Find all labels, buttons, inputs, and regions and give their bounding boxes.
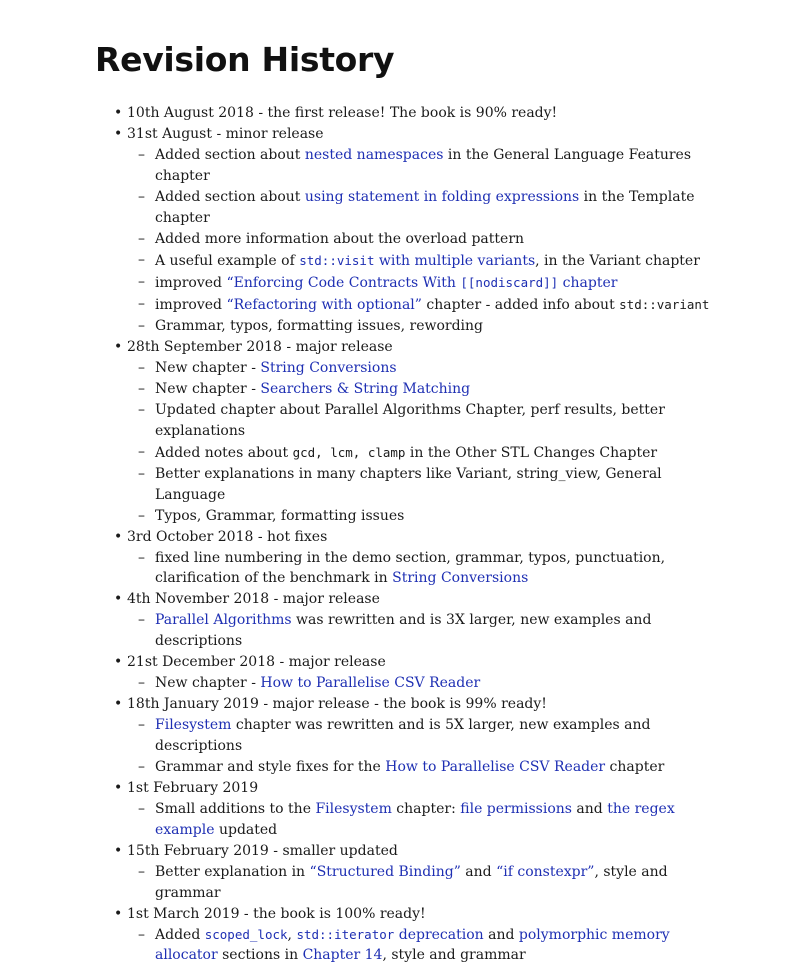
inline-code: gcd, lcm, clamp <box>292 445 406 460</box>
dash-icon: – <box>138 381 145 397</box>
text-segment: Grammar and style fixes for the <box>155 759 386 775</box>
text-segment: 15th February 2019 - smaller updated <box>127 843 398 859</box>
text-link[interactable]: Searchers & String Matching <box>260 381 471 397</box>
revision-change <box>127 506 710 527</box>
text-segment: in the General Language Features chapter <box>155 147 691 184</box>
dash-icon: – <box>138 231 145 247</box>
revision-change <box>127 250 710 272</box>
text-link[interactable]: “if constexpr” <box>496 864 595 880</box>
text-link[interactable]: deprecation <box>394 927 484 943</box>
dash-icon: – <box>138 274 145 290</box>
code-link[interactable]: scoped_lock <box>204 927 288 942</box>
text-segment: , style and grammar <box>382 947 526 963</box>
revision-change <box>127 757 710 778</box>
revision-change <box>127 715 710 757</box>
text-segment: Small additions to the <box>155 801 316 817</box>
text-segment: sections in <box>217 947 303 963</box>
bullet-icon: • <box>114 105 123 121</box>
dash-icon: – <box>138 189 145 205</box>
revision-sublist <box>127 673 710 694</box>
revision-change <box>127 862 710 904</box>
revision-entry <box>95 778 710 841</box>
text-link[interactable]: “Enforcing Code Contracts With <box>226 275 461 291</box>
dash-icon: – <box>138 318 145 334</box>
revision-entry <box>95 527 710 588</box>
dash-icon: – <box>138 864 145 880</box>
dash-icon: – <box>138 612 145 628</box>
text-link[interactable]: with multiple variants <box>374 253 536 269</box>
revision-entry <box>95 652 710 694</box>
revision-change <box>127 145 710 187</box>
revision-heading <box>127 654 386 670</box>
inline-code: std::variant <box>619 297 710 312</box>
text-segment: 10th August 2018 - the first release! The book is 90% ready! <box>127 105 558 121</box>
revision-sublist <box>127 145 710 337</box>
document-page <box>95 40 710 966</box>
code-link[interactable]: std::visit <box>299 253 375 268</box>
bullet-icon: • <box>114 654 123 670</box>
text-segment: improved <box>155 297 227 313</box>
revision-heading <box>127 126 324 142</box>
revision-heading <box>127 843 398 859</box>
revision-entry <box>95 841 710 904</box>
text-segment: in the Other STL Changes Chapter <box>405 445 658 461</box>
text-segment: 1st March 2019 - the book is 100% ready! <box>127 906 426 922</box>
dash-icon: – <box>138 508 145 524</box>
revision-sublist <box>127 610 710 652</box>
revision-entry <box>95 337 710 527</box>
text-link[interactable]: Filesystem <box>155 717 232 733</box>
text-link[interactable]: polymorphic memory allocator <box>155 927 670 963</box>
revision-entry <box>95 103 710 124</box>
text-segment: A useful example of <box>155 253 300 269</box>
text-link[interactable]: String Conversions <box>392 570 529 586</box>
revision-sublist <box>127 548 710 588</box>
revision-list <box>95 103 710 965</box>
bullet-icon: • <box>114 696 123 712</box>
text-link[interactable]: “Refactoring with optional” <box>226 297 422 313</box>
revision-sublist <box>127 925 710 965</box>
code-link[interactable]: std::iterator <box>296 927 395 942</box>
text-segment: Grammar, typos, formatting issues, rewording <box>155 318 484 334</box>
revision-change <box>127 294 710 316</box>
revision-change <box>127 799 710 841</box>
dash-icon: – <box>138 360 145 376</box>
text-segment: in the Template chapter <box>155 189 695 226</box>
revision-entry <box>95 589 710 652</box>
revision-change <box>127 442 710 464</box>
dash-icon: – <box>138 466 145 482</box>
revision-entry <box>95 124 710 337</box>
text-segment: Added section about <box>155 147 305 163</box>
bullet-icon: • <box>114 126 123 142</box>
revision-entry <box>95 904 710 965</box>
text-segment: New chapter - <box>155 381 261 397</box>
text-segment: fixed line numbering in the demo section, grammar, typos, punctuation, clarification of the benchmark in <box>155 550 666 586</box>
revision-heading <box>127 339 393 355</box>
revision-heading <box>127 780 258 796</box>
revision-sublist <box>127 799 710 841</box>
text-segment: chapter - added info about <box>421 297 620 313</box>
text-segment: and <box>460 864 497 880</box>
text-segment: 3rd October 2018 - hot fixes <box>127 529 328 545</box>
bullet-icon: • <box>114 529 123 545</box>
text-segment: 1st February 2019 <box>127 780 259 796</box>
dash-icon: – <box>138 927 145 943</box>
revision-sublist <box>127 715 710 778</box>
text-segment: was rewritten and is 3X larger, new examples and descriptions <box>155 612 652 649</box>
text-segment: and <box>571 801 608 817</box>
dash-icon: – <box>138 296 145 312</box>
revision-change <box>127 358 710 379</box>
dash-icon: – <box>138 759 145 775</box>
text-segment: , <box>287 927 297 943</box>
text-segment: improved <box>155 275 227 291</box>
text-segment: Typos, Grammar, formatting issues <box>155 508 405 524</box>
bullet-icon: • <box>114 780 123 796</box>
revision-change <box>127 400 710 442</box>
text-link[interactable]: Parallel Algorithms <box>155 612 292 628</box>
text-segment: , in the Variant chapter <box>535 253 700 269</box>
text-segment: New chapter - <box>155 675 261 691</box>
page-title: Revision History <box>95 40 395 79</box>
dash-icon: – <box>138 717 145 733</box>
revision-sublist <box>127 862 710 904</box>
dash-icon: – <box>138 147 145 163</box>
text-segment: New chapter - <box>155 360 261 376</box>
text-segment: 28th September 2018 - major release <box>127 339 393 355</box>
revision-change <box>127 673 710 694</box>
revision-change <box>127 610 710 652</box>
code-link[interactable]: [[nodiscard]] <box>460 275 559 290</box>
text-segment: Added notes about <box>155 445 293 461</box>
text-segment: 21st December 2018 - major release <box>127 654 386 670</box>
text-segment: Added section about <box>155 189 305 205</box>
text-segment: chapter <box>605 759 665 775</box>
text-link[interactable]: nested namespaces <box>304 147 444 163</box>
text-segment: Updated chapter about Parallel Algorithms Chapter, perf results, better explanations <box>155 402 665 439</box>
revision-heading <box>127 906 426 922</box>
text-segment: 4th November 2018 - major release <box>127 591 380 607</box>
bullet-icon: • <box>114 843 123 859</box>
dash-icon: – <box>138 801 145 817</box>
revision-change <box>127 464 710 506</box>
text-segment: Better explanations in many chapters like Variant, string_view, General Language <box>155 466 662 503</box>
text-link[interactable]: How to Parallelise CSV Reader <box>385 759 606 775</box>
revision-change <box>127 272 710 294</box>
text-segment: , style and grammar <box>155 864 668 901</box>
revision-change <box>127 316 710 337</box>
text-link[interactable]: the regex example <box>155 801 675 838</box>
text-link[interactable]: chapter <box>558 275 618 291</box>
text-segment: 31st August - minor release <box>127 126 324 142</box>
revision-entry <box>95 694 710 778</box>
revision-heading <box>127 105 557 121</box>
revision-change <box>127 379 710 400</box>
text-link[interactable]: Chapter 14 <box>302 947 383 963</box>
text-segment: Added <box>155 927 205 943</box>
bullet-icon: • <box>114 906 123 922</box>
text-link[interactable]: “Structured Binding” <box>309 864 461 880</box>
text-link[interactable]: using statement in folding expressions <box>304 189 580 205</box>
bullet-icon: • <box>114 591 123 607</box>
dash-icon: – <box>138 252 145 268</box>
text-segment: chapter was rewritten and is 5X larger, new examples and descriptions <box>155 717 651 754</box>
text-segment: and <box>483 927 519 943</box>
text-link[interactable]: file permissions <box>460 801 572 817</box>
text-link[interactable]: How to Parallelise CSV Reader <box>260 675 481 691</box>
text-segment: Better explanation in <box>155 864 310 880</box>
dash-icon: – <box>138 402 145 418</box>
dash-icon: – <box>138 675 145 691</box>
text-segment: Added more information about the overload pattern <box>155 231 525 247</box>
dash-icon: – <box>138 444 145 460</box>
revision-change <box>127 229 710 250</box>
revision-heading <box>127 696 547 712</box>
text-segment: chapter: <box>391 801 461 817</box>
revision-change <box>127 925 710 965</box>
text-link[interactable]: Filesystem <box>315 801 392 817</box>
dash-icon: – <box>138 550 145 566</box>
revision-change <box>127 548 710 588</box>
text-link[interactable]: String Conversions <box>260 360 397 376</box>
text-segment: updated <box>214 822 278 838</box>
revision-heading <box>127 529 327 545</box>
text-segment: 18th January 2019 - major release - the book is 99% ready! <box>127 696 547 712</box>
revision-sublist <box>127 358 710 527</box>
bullet-icon: • <box>114 339 123 355</box>
revision-heading <box>127 591 380 607</box>
revision-change <box>127 187 710 229</box>
